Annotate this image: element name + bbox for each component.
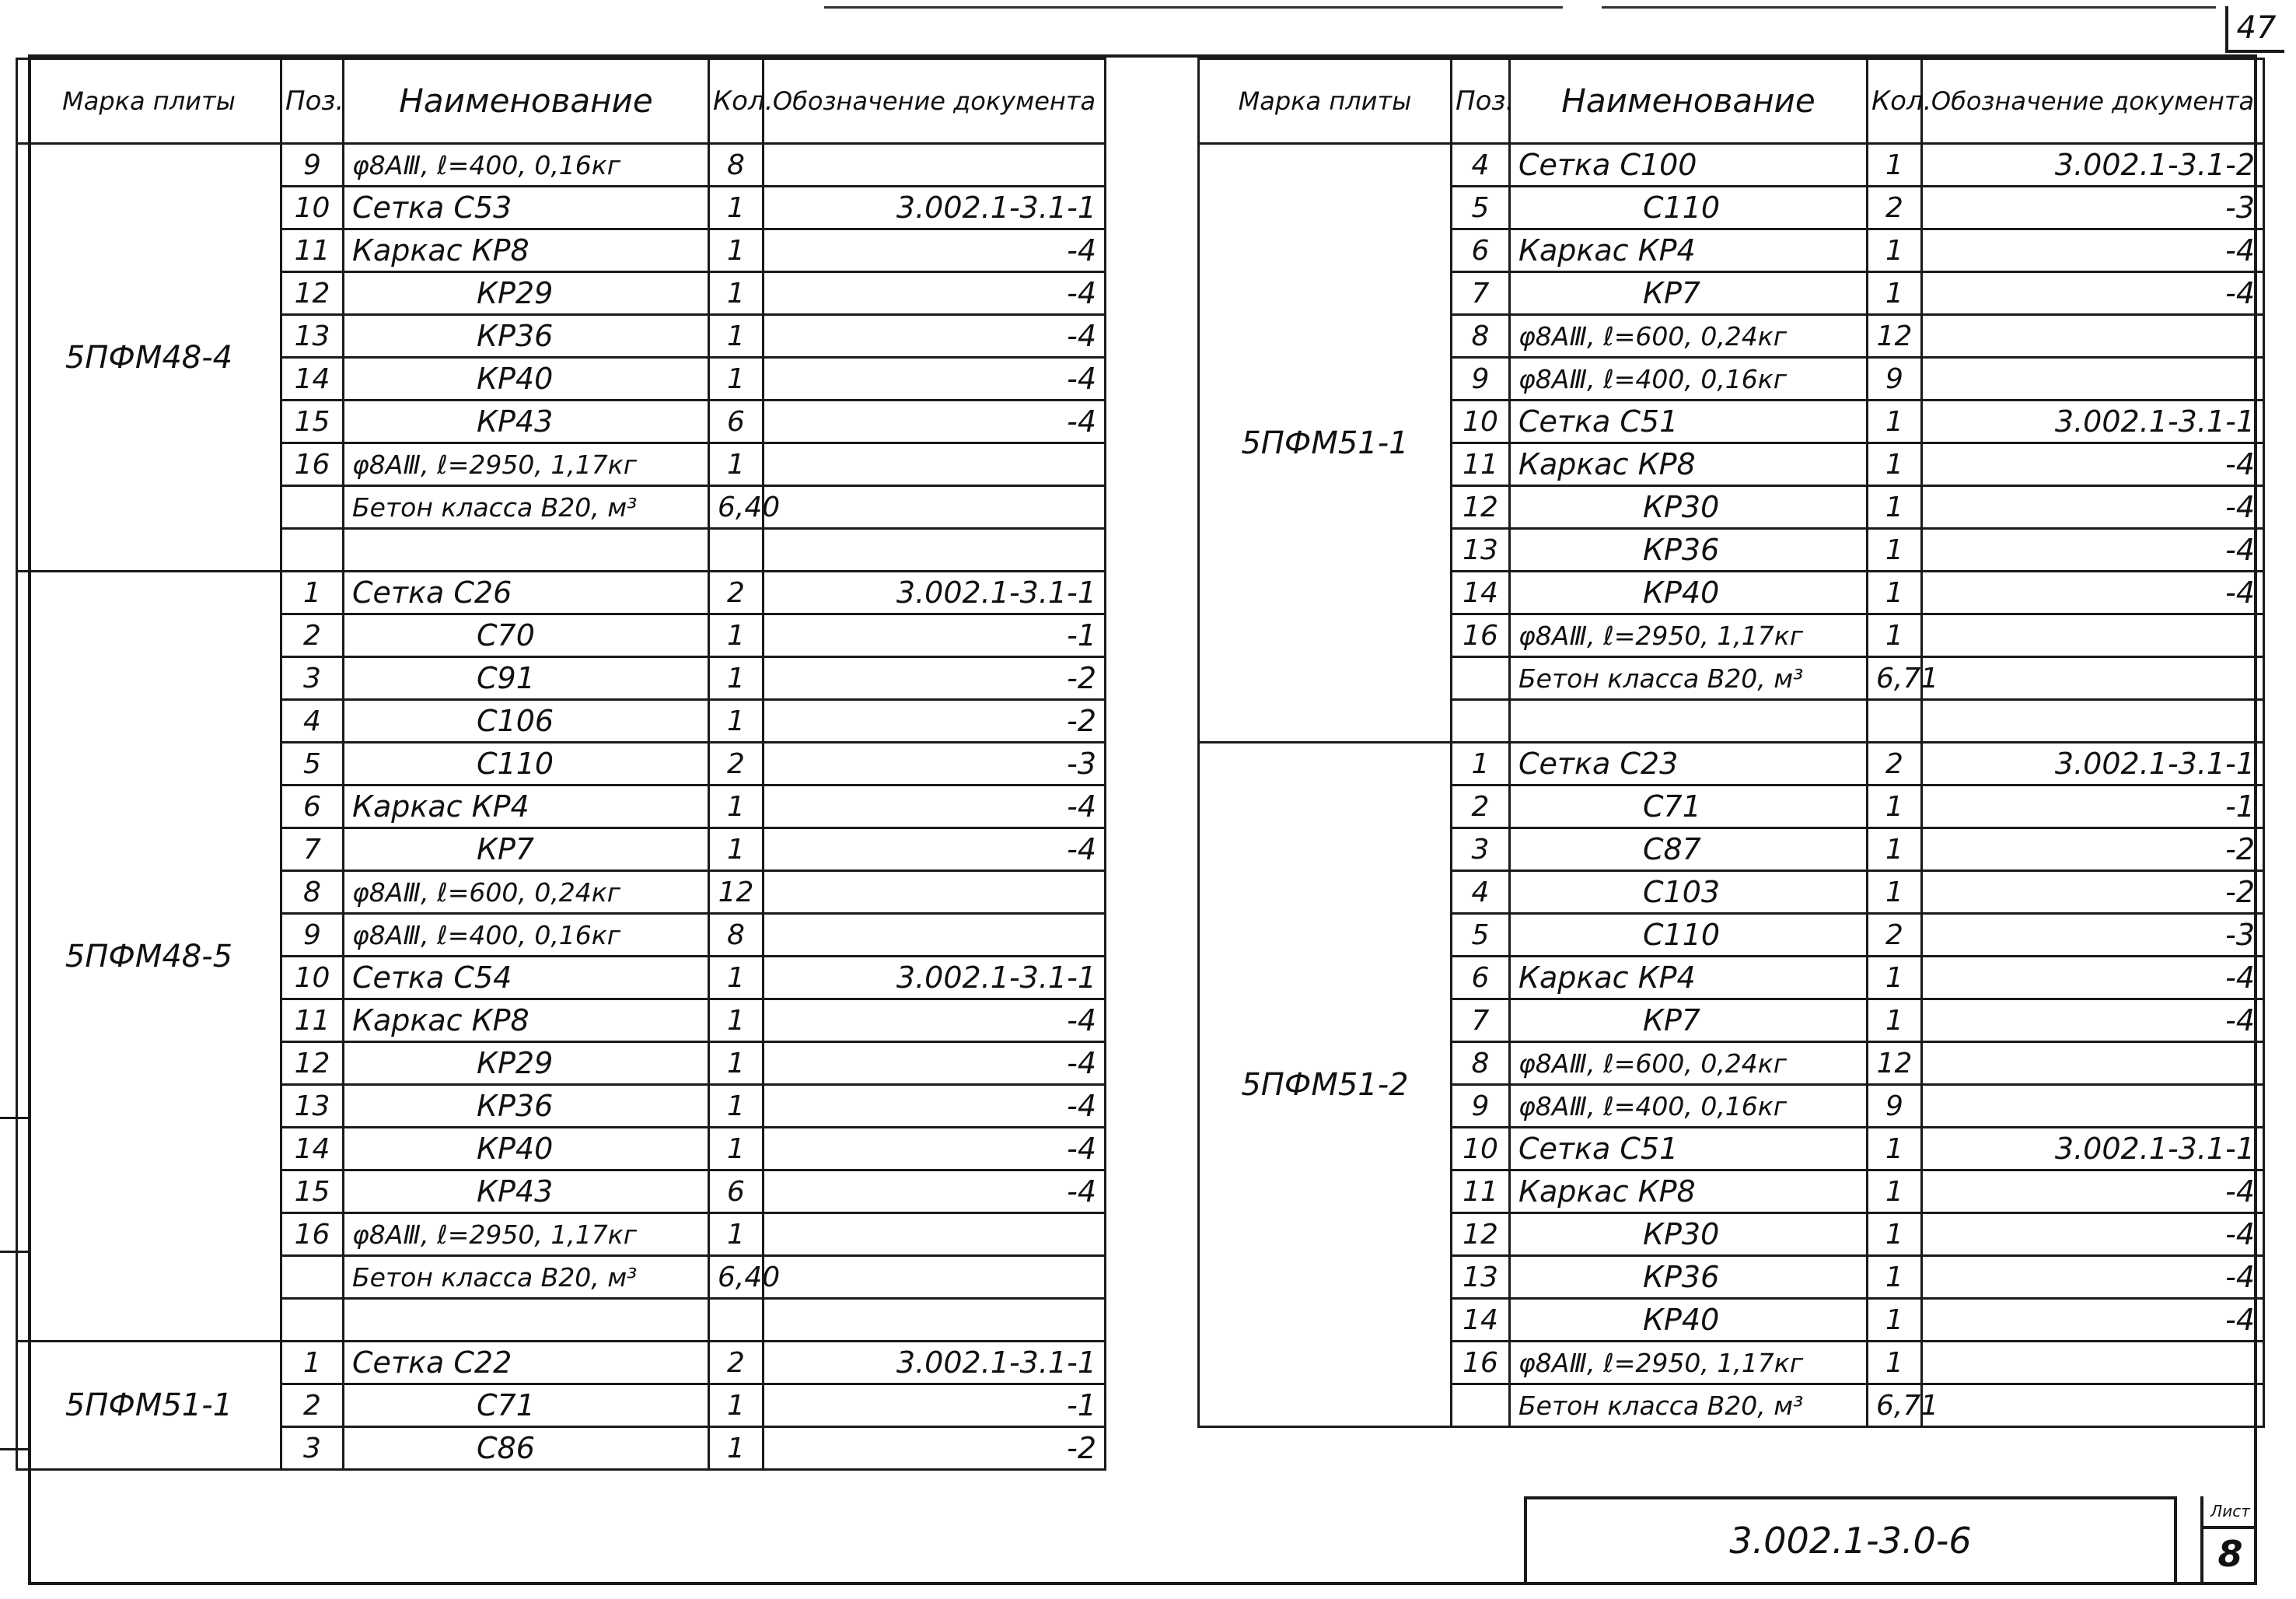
cell-doc: 3.002.1-3.1-1: [1922, 743, 2264, 786]
cell-doc: -4: [1922, 229, 2264, 272]
cell-qty: 1: [709, 272, 764, 315]
cell-pos: 11: [281, 229, 344, 272]
cell-name: С106: [344, 700, 709, 743]
cell-qty: 1: [1868, 786, 1922, 828]
cell-name: С70: [344, 614, 709, 657]
page-number: 47: [2225, 6, 2284, 53]
cell-pos: 12: [281, 1042, 344, 1085]
cell-qty: 1: [1868, 1213, 1922, 1256]
cell-name: [344, 1299, 709, 1342]
cell-doc: [764, 486, 1106, 529]
cell-name: φ8АⅢ, ℓ=400, 0,16кг: [1510, 1085, 1868, 1128]
cell-pos: 8: [1452, 1042, 1510, 1085]
cell-name: С110: [344, 743, 709, 786]
cell-name: КР7: [344, 828, 709, 871]
header-pos: Поз.: [1452, 59, 1510, 144]
cell-name: [344, 529, 709, 572]
cell-pos: 11: [1452, 443, 1510, 486]
cell-pos: 1: [281, 1342, 344, 1384]
cell-doc: -4: [764, 272, 1106, 315]
left-table-body: [17, 144, 1106, 1470]
cell-qty: 8: [709, 144, 764, 187]
cell-name: φ8АⅢ, ℓ=600, 0,24кг: [344, 871, 709, 914]
cell-doc: -4: [1922, 1213, 2264, 1256]
cell-qty: 1: [709, 1085, 764, 1128]
cell-name: Сетка С51: [1510, 401, 1868, 443]
cell-pos: 3: [1452, 828, 1510, 871]
cell-pos: 9: [281, 144, 344, 187]
cell-doc: -4: [764, 401, 1106, 443]
cell-name: [1510, 700, 1868, 743]
cell-doc: -4: [764, 229, 1106, 272]
cell-name: Сетка С23: [1510, 743, 1868, 786]
cell-pos: 3: [281, 657, 344, 700]
cell-qty: 1: [1868, 272, 1922, 315]
cell-qty: 1: [1868, 229, 1922, 272]
cell-qty: 6,71: [1868, 1384, 1922, 1427]
cell-qty: 1: [709, 1213, 764, 1256]
header-row: [1199, 59, 2264, 144]
cell-name: Сетка С100: [1510, 144, 1868, 187]
right-spec-table: [1197, 58, 2265, 1428]
cell-doc: 3.002.1-3.1-1: [764, 1342, 1106, 1384]
cell-qty: 2: [1868, 187, 1922, 229]
cell-name: КР36: [344, 315, 709, 358]
cell-name: С110: [1510, 187, 1868, 229]
cell-pos: 3: [281, 1427, 344, 1470]
cell-doc: -4: [1922, 529, 2264, 572]
cell-doc: [1922, 1384, 2264, 1427]
header-mark: Марка плиты: [17, 59, 281, 144]
sheet-box: [2200, 1496, 2257, 1585]
cell-name: КР43: [344, 401, 709, 443]
cell-pos: 2: [281, 614, 344, 657]
cell-pos: 1: [1452, 743, 1510, 786]
right-table-body: [1199, 144, 2264, 1427]
cell-doc: 3.002.1-3.1-1: [764, 187, 1106, 229]
sheet-label: Лист: [2203, 1496, 2257, 1529]
cell-doc: [1922, 657, 2264, 700]
cell-doc: -1: [764, 614, 1106, 657]
cell-pos: [1452, 1384, 1510, 1427]
cell-pos: 16: [281, 1213, 344, 1256]
cell-doc: -1: [1922, 786, 2264, 828]
cell-pos: 8: [281, 871, 344, 914]
cell-pos: 9: [1452, 358, 1510, 401]
cell-qty: [709, 529, 764, 572]
cell-name: Бетон класса В20, м³: [344, 486, 709, 529]
cell-doc: [1922, 315, 2264, 358]
cell-qty: 6: [709, 401, 764, 443]
cell-name: КР7: [1510, 272, 1868, 315]
cell-pos: 10: [281, 957, 344, 999]
cell-name: Каркас КР4: [1510, 957, 1868, 999]
table-row: [17, 572, 1106, 614]
cell-qty: 2: [709, 1342, 764, 1384]
cell-name: φ8АⅢ, ℓ=2950, 1,17кг: [1510, 1342, 1868, 1384]
cell-qty: 1: [1868, 401, 1922, 443]
cell-doc: -3: [764, 743, 1106, 786]
cell-qty: 1: [709, 828, 764, 871]
slab-mark: 5ПФМ48-4: [17, 144, 281, 572]
cell-qty: 6,71: [1868, 657, 1922, 700]
cell-name: Сетка С22: [344, 1342, 709, 1384]
cell-name: φ8АⅢ, ℓ=600, 0,24кг: [1510, 1042, 1868, 1085]
cell-pos: 16: [281, 443, 344, 486]
top-rule: [1602, 6, 2216, 9]
cell-doc: -2: [764, 700, 1106, 743]
cell-doc: 3.002.1-3.1-1: [764, 957, 1106, 999]
cell-doc: -2: [1922, 871, 2264, 914]
cell-qty: 1: [709, 999, 764, 1042]
cell-pos: 6: [1452, 957, 1510, 999]
header-pos: Поз.: [281, 59, 344, 144]
cell-name: С110: [1510, 914, 1868, 957]
cell-pos: 14: [1452, 1299, 1510, 1342]
cell-pos: 12: [1452, 1213, 1510, 1256]
cell-doc: -4: [764, 1042, 1106, 1085]
cell-name: КР7: [1510, 999, 1868, 1042]
cell-name: φ8АⅢ, ℓ=400, 0,16кг: [1510, 358, 1868, 401]
cell-qty: 1: [1868, 871, 1922, 914]
cell-name: φ8АⅢ, ℓ=400, 0,16кг: [344, 914, 709, 957]
cell-name: Бетон класса В20, м³: [1510, 657, 1868, 700]
cell-pos: [1452, 657, 1510, 700]
cell-doc: [1922, 1085, 2264, 1128]
cell-qty: 1: [709, 957, 764, 999]
cell-doc: [764, 144, 1106, 187]
table-row: [17, 1342, 1106, 1384]
cell-pos: 8: [1452, 315, 1510, 358]
cell-qty: 1: [1868, 144, 1922, 187]
cell-name: φ8АⅢ, ℓ=2950, 1,17кг: [344, 443, 709, 486]
cell-doc: 3.002.1-3.1-1: [1922, 1128, 2264, 1170]
cell-qty: 1: [1868, 572, 1922, 614]
cell-name: С87: [1510, 828, 1868, 871]
cell-qty: 1: [1868, 1342, 1922, 1384]
cell-qty: 12: [1868, 1042, 1922, 1085]
cell-doc: -4: [1922, 443, 2264, 486]
cell-pos: 14: [1452, 572, 1510, 614]
cell-pos: 13: [281, 1085, 344, 1128]
cell-qty: 1: [709, 657, 764, 700]
cell-qty: 1: [1868, 529, 1922, 572]
cell-pos: 7: [1452, 999, 1510, 1042]
cell-qty: 1: [709, 315, 764, 358]
cell-doc: 3.002.1-3.1-1: [764, 572, 1106, 614]
cell-name: С91: [344, 657, 709, 700]
cell-pos: 5: [281, 743, 344, 786]
cell-pos: 15: [281, 1170, 344, 1213]
cell-doc: [764, 914, 1106, 957]
cell-doc: [1922, 700, 2264, 743]
cell-doc: -1: [764, 1384, 1106, 1427]
cell-qty: 1: [1868, 443, 1922, 486]
cell-name: Каркас КР8: [1510, 1170, 1868, 1213]
cell-qty: 1: [709, 443, 764, 486]
cell-qty: 1: [709, 614, 764, 657]
cell-doc: -3: [1922, 914, 2264, 957]
cell-pos: 6: [281, 786, 344, 828]
cell-name: Каркас КР8: [1510, 443, 1868, 486]
cell-doc: -2: [764, 1427, 1106, 1470]
cell-pos: 10: [1452, 1128, 1510, 1170]
cell-doc: [764, 1256, 1106, 1299]
cell-pos: 13: [281, 315, 344, 358]
header-doc: Обозначение документа: [1922, 59, 2264, 144]
cell-pos: 16: [1452, 614, 1510, 657]
cell-name: Бетон класса В20, м³: [344, 1256, 709, 1299]
sheet-number: 8: [2217, 1533, 2243, 1575]
cell-name: КР40: [1510, 572, 1868, 614]
cell-name: КР43: [344, 1170, 709, 1213]
slab-mark: 5ПФМ51-1: [17, 1342, 281, 1470]
cell-name: КР40: [344, 1128, 709, 1170]
cell-name: КР30: [1510, 1213, 1868, 1256]
cell-qty: [709, 1299, 764, 1342]
title-block-code: 3.002.1-3.0-6: [1524, 1496, 2177, 1585]
cell-pos: [1452, 700, 1510, 743]
cell-qty: 1: [1868, 1170, 1922, 1213]
cell-name: Каркас КР8: [344, 999, 709, 1042]
cell-pos: 4: [1452, 144, 1510, 187]
slab-mark: 5ПФМ51-1: [1199, 144, 1452, 743]
cell-qty: 2: [709, 743, 764, 786]
cell-name: Бетон класса В20, м³: [1510, 1384, 1868, 1427]
cell-name: КР36: [1510, 529, 1868, 572]
cell-qty: [1868, 700, 1922, 743]
cell-pos: 13: [1452, 1256, 1510, 1299]
cell-name: φ8АⅢ, ℓ=400, 0,16кг: [344, 144, 709, 187]
slab-mark: 5ПФМ51-2: [1199, 743, 1452, 1427]
cell-pos: 11: [281, 999, 344, 1042]
cell-pos: 9: [281, 914, 344, 957]
cell-pos: 12: [1452, 486, 1510, 529]
cell-qty: 1: [709, 187, 764, 229]
cell-qty: 1: [1868, 1128, 1922, 1170]
cell-qty: 1: [1868, 1299, 1922, 1342]
cell-name: φ8АⅢ, ℓ=2950, 1,17кг: [1510, 614, 1868, 657]
table-row: [1199, 144, 2264, 187]
top-rule: [824, 6, 1563, 9]
cell-pos: 14: [281, 1128, 344, 1170]
cell-doc: [764, 529, 1106, 572]
cell-pos: [281, 1256, 344, 1299]
cell-name: Сетка С26: [344, 572, 709, 614]
header-qty: Кол.: [709, 59, 764, 144]
cell-name: Каркас КР4: [1510, 229, 1868, 272]
cell-doc: -4: [1922, 999, 2264, 1042]
cell-pos: 12: [281, 272, 344, 315]
cell-name: Каркас КР4: [344, 786, 709, 828]
cell-pos: 7: [281, 828, 344, 871]
cell-doc: 3.002.1-3.1-1: [1922, 401, 2264, 443]
cell-pos: 2: [281, 1384, 344, 1427]
cell-pos: 5: [1452, 914, 1510, 957]
cell-qty: 1: [709, 1128, 764, 1170]
cell-doc: -2: [1922, 828, 2264, 871]
header-row: [17, 59, 1106, 144]
cell-qty: 9: [1868, 1085, 1922, 1128]
cell-pos: [281, 486, 344, 529]
cell-qty: 1: [1868, 957, 1922, 999]
cell-name: КР29: [344, 272, 709, 315]
cell-doc: -4: [764, 999, 1106, 1042]
cell-doc: [764, 443, 1106, 486]
header-qty: Кол.: [1868, 59, 1922, 144]
cell-pos: 5: [1452, 187, 1510, 229]
cell-doc: [764, 871, 1106, 914]
cell-pos: 14: [281, 358, 344, 401]
cell-doc: -4: [1922, 486, 2264, 529]
cell-qty: 12: [1868, 315, 1922, 358]
cell-name: КР40: [344, 358, 709, 401]
cell-pos: [281, 1299, 344, 1342]
cell-doc: -4: [764, 1085, 1106, 1128]
left-spec-table: [16, 58, 1106, 1471]
cell-doc: [1922, 1342, 2264, 1384]
cell-doc: -4: [1922, 957, 2264, 999]
cell-qty: 12: [709, 871, 764, 914]
cell-doc: [764, 1213, 1106, 1256]
cell-doc: 3.002.1-3.1-2: [1922, 144, 2264, 187]
cell-pos: 2: [1452, 786, 1510, 828]
cell-name: С103: [1510, 871, 1868, 914]
cell-doc: -4: [764, 828, 1106, 871]
cell-qty: 1: [709, 1042, 764, 1085]
cell-qty: 2: [709, 572, 764, 614]
cell-name: КР36: [1510, 1256, 1868, 1299]
cell-pos: 11: [1452, 1170, 1510, 1213]
cell-qty: 1: [709, 1427, 764, 1470]
cell-doc: -3: [1922, 187, 2264, 229]
cell-name: Каркас КР8: [344, 229, 709, 272]
cell-name: С86: [344, 1427, 709, 1470]
cell-qty: 1: [1868, 1256, 1922, 1299]
cell-qty: 2: [1868, 743, 1922, 786]
cell-qty: 6,40: [709, 486, 764, 529]
cell-qty: 9: [1868, 358, 1922, 401]
cell-qty: 6,40: [709, 1256, 764, 1299]
cell-pos: [281, 529, 344, 572]
cell-qty: 1: [1868, 999, 1922, 1042]
cell-qty: 8: [709, 914, 764, 957]
cell-name: КР29: [344, 1042, 709, 1085]
cell-pos: 10: [281, 187, 344, 229]
cell-name: φ8АⅢ, ℓ=600, 0,24кг: [1510, 315, 1868, 358]
cell-pos: 1: [281, 572, 344, 614]
cell-qty: 1: [709, 358, 764, 401]
cell-name: φ8АⅢ, ℓ=2950, 1,17кг: [344, 1213, 709, 1256]
cell-name: Сетка С53: [344, 187, 709, 229]
cell-pos: 13: [1452, 529, 1510, 572]
cell-pos: 16: [1452, 1342, 1510, 1384]
cell-qty: 6: [709, 1170, 764, 1213]
slab-mark: 5ПФМ48-5: [17, 572, 281, 1342]
cell-pos: 4: [281, 700, 344, 743]
cell-doc: [1922, 1042, 2264, 1085]
cell-qty: 1: [1868, 828, 1922, 871]
table-row: [1199, 743, 2264, 786]
cell-qty: 1: [709, 1384, 764, 1427]
cell-qty: 1: [709, 229, 764, 272]
cell-doc: -4: [1922, 272, 2264, 315]
cell-doc: -4: [1922, 1299, 2264, 1342]
cell-pos: 10: [1452, 401, 1510, 443]
cell-pos: 9: [1452, 1085, 1510, 1128]
cell-qty: 1: [1868, 614, 1922, 657]
cell-qty: 1: [709, 700, 764, 743]
header-doc: Обозначение документа: [764, 59, 1106, 144]
header-mark: Марка плиты: [1199, 59, 1452, 144]
cell-doc: -4: [1922, 572, 2264, 614]
cell-qty: 1: [709, 786, 764, 828]
cell-doc: -4: [1922, 1170, 2264, 1213]
cell-doc: [1922, 614, 2264, 657]
cell-pos: 4: [1452, 871, 1510, 914]
cell-doc: -2: [764, 657, 1106, 700]
cell-name: КР40: [1510, 1299, 1868, 1342]
cell-name: Сетка С51: [1510, 1128, 1868, 1170]
cell-doc: -4: [1922, 1256, 2264, 1299]
cell-pos: 7: [1452, 272, 1510, 315]
cell-name: С71: [344, 1384, 709, 1427]
cell-doc: -4: [764, 315, 1106, 358]
cell-name: КР36: [344, 1085, 709, 1128]
cell-qty: 1: [1868, 486, 1922, 529]
cell-name: Сетка С54: [344, 957, 709, 999]
cell-name: КР30: [1510, 486, 1868, 529]
cell-doc: -4: [764, 1128, 1106, 1170]
cell-doc: [1922, 358, 2264, 401]
cell-doc: -4: [764, 1170, 1106, 1213]
cell-doc: -4: [764, 358, 1106, 401]
cell-qty: 2: [1868, 914, 1922, 957]
cell-doc: [764, 1299, 1106, 1342]
cell-doc: -4: [764, 786, 1106, 828]
cell-name: С71: [1510, 786, 1868, 828]
table-row: [17, 144, 1106, 187]
cell-pos: 6: [1452, 229, 1510, 272]
header-name: Наименование: [344, 59, 709, 144]
header-name: Наименование: [1510, 59, 1868, 144]
cell-pos: 15: [281, 401, 344, 443]
